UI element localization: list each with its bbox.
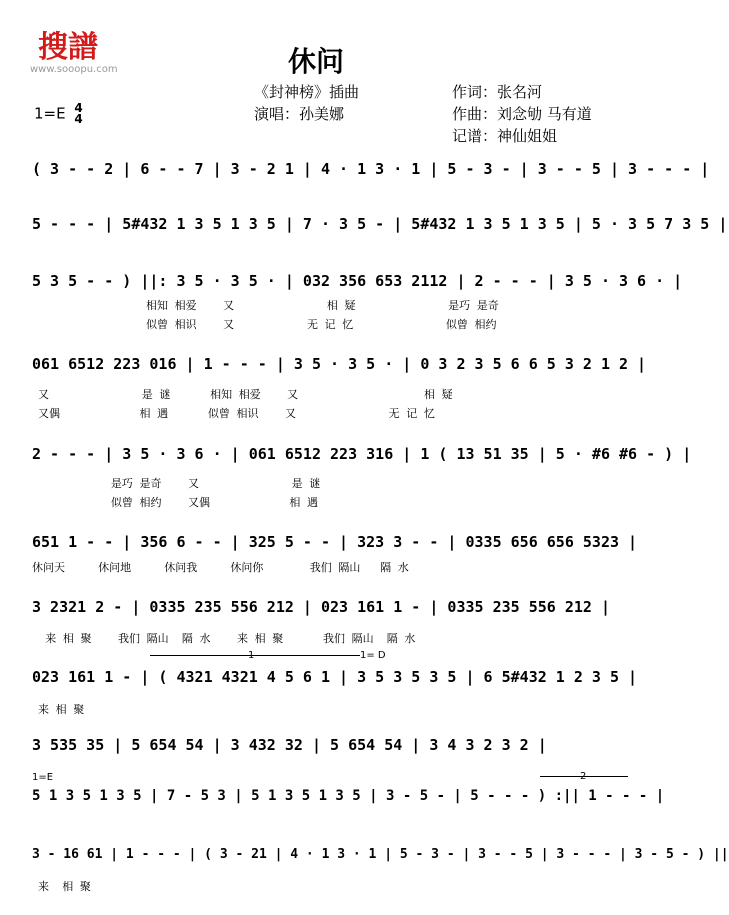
logo-text: 搜譜 xyxy=(38,30,98,65)
key-change-e: 1=E xyxy=(32,772,54,783)
time-signature xyxy=(74,103,82,125)
row-notes: 5 1 3 5 1 3 5 | 7 - 5 3 | 5 1 3 5 1 3 5 | 3 - 5 - | 5 - - - ) :|| 1 - - - | xyxy=(32,788,665,804)
key-label: 1=E xyxy=(34,104,66,123)
lyricist: 作词：张名河 xyxy=(452,83,543,101)
song-singer: 演唱：孙美娜 xyxy=(254,105,345,123)
transcriber: 记谱：神仙姐姐 xyxy=(452,127,558,145)
row-lyrics: 似曾 相识 又 无 记 忆 似曾 相约 xyxy=(146,318,497,331)
row-lyrics: 来 相 聚 xyxy=(38,703,85,716)
row-notes: 651 1 - - | 356 6 - - | 325 5 - - | 323 3 - - | 0335 656 656 5323 | xyxy=(32,533,638,551)
volta-bracket xyxy=(150,655,360,656)
row-notes: 023 161 1 - | ( 4321 4321 4 5 6 1 | 3 5 3 5 3 5 | 6 5#432 1 2 3 5 | xyxy=(32,668,638,686)
song-source: 《封神榜》插曲 xyxy=(254,83,360,101)
row-notes: 061 6512 223 016 | 1 - - - | 3 5 · 3 5 · | 0 3 2 3 5 6 6 5 3 2 1 2 | xyxy=(32,355,647,373)
song-title: 休问 xyxy=(288,45,345,78)
volta-1-label: 1 xyxy=(248,650,255,661)
row-notes: 3 2321 2 - | 0335 235 556 212 | 023 161 1 - | 0335 235 556 212 | xyxy=(32,598,610,616)
key-signature xyxy=(34,103,83,125)
row-lyrics: 休问天 休问地 休问我 休问你 我们 隔山 隔 水 xyxy=(32,561,409,574)
row-lyrics: 来 相 聚 我们 隔山 隔 水 来 相 聚 我们 隔山 隔 水 xyxy=(32,632,416,645)
row-lyrics: 似曾 相约 又偶 相 遇 xyxy=(38,496,319,509)
row-lyrics: 是巧 是奇 又 是 谜 xyxy=(38,477,321,490)
time-bottom: 4 xyxy=(74,112,83,126)
key-change-d: 1= D xyxy=(360,650,386,661)
volta-2-label: 2 xyxy=(580,771,587,782)
row-notes: 3 - 16 61 | 1 - - - | ( 3 - 21 | 4 · 1 3 · 1 | 5 - 3 - | 3 - - 5 | 3 - - - | 3 - 5 - ) || xyxy=(32,847,729,862)
row-lyrics: 又偶 相 遇 似曾 相识 又 无 记 忆 xyxy=(38,407,435,420)
logo-url: www.sooopu.com xyxy=(30,64,118,75)
row-notes: ( 3 - - 2 | 6 - - 7 | 3 - 2 1 | 4 · 1 3 · 1 | 5 - 3 - | 3 - - 5 | 3 - - - | xyxy=(32,160,710,178)
row-notes: 5 - - - | 5#432 1 3 5 1 3 5 | 7 · 3 5 - | 5#432 1 3 5 1 3 5 | 5 · 3 5 7 3 5 | xyxy=(32,215,728,233)
composer: 作曲：刘念劬 马有道 xyxy=(452,105,592,123)
row-lyrics: 来 相 聚 xyxy=(38,880,91,893)
row-notes: 2 - - - | 3 5 · 3 6 · | 061 6512 223 316 | 1 ( 13 51 35 | 5 · #6 #6 - ) | xyxy=(32,445,692,463)
logo xyxy=(30,22,118,75)
time-top: 4 xyxy=(74,101,83,115)
row-notes: 5 3 5 - - ) ||: 3 5 · 3 5 · | 032 356 653 2112 | 2 - - - | 3 5 · 3 6 · | xyxy=(32,272,683,290)
row-lyrics: 相知 相爱 又 相 疑 是巧 是奇 xyxy=(146,299,499,312)
row-lyrics: 又 是 谜 相知 相爱 又 相 疑 xyxy=(38,388,453,401)
row-notes: 3 535 35 | 5 654 54 | 3 432 32 | 5 654 54 | 3 4 3 2 3 2 | xyxy=(32,736,547,754)
